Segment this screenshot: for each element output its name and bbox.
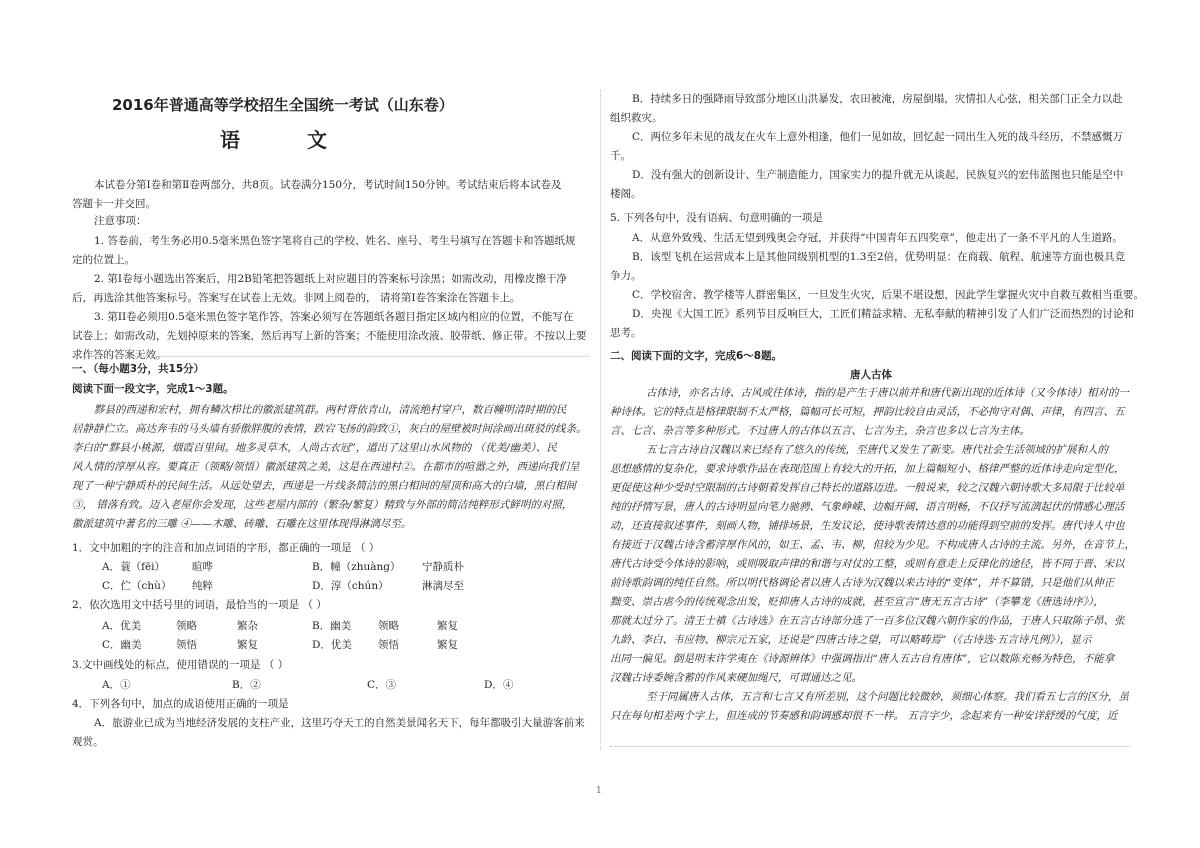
section-two-heading: 二、阅读下面的文字，完成6～8题。 xyxy=(610,350,783,362)
text-line: 李白的“黟县小桃源，烟霞百里间。地多灵草木，人尚古衣冠”，道出了这里山水风物的 （优美/幽美）、民 xyxy=(72,442,557,454)
text-line: 古体诗，亦名古诗、古风或往体诗，指的是产生于唐以前并和唐代新出现的近体诗（又今体诗）相对的一 xyxy=(646,387,1129,399)
text-line: C．学校宿舍、教学楼等人群密集区，一旦发生火灾，后果不堪设想，因此学生掌握火灾中自救互救相当重要。 xyxy=(632,289,1145,301)
text-line: 思想感情的复杂化，要求诗歌作品在表现范围上有较大的开拓，加上篇幅短小、格律严整的近体诗走向定型化， xyxy=(610,463,1125,475)
question-4: 4．下列各句中，加点的成语使用正确的一项是 xyxy=(72,698,289,710)
text-line: 更促使这种少受时空限制的古诗朝着发挥自己特长的道路迈进。一般说来，较之汉魏六朝诗歌大多局限于比较单 xyxy=(610,482,1125,494)
text-line: 黜变、崇古虐今的传统观念出发，贬抑唐人古诗的成就，甚至宣言“唐无五言古诗”（李攀龙《唐选诗序》）， xyxy=(610,596,1104,608)
option-text: A．① xyxy=(102,679,131,691)
text-line: 九龄、李白、韦应物、柳宗元五家，还说是“四唐古诗之望，可以略畴焉”（《古诗选·五言诗凡例》），显示 xyxy=(610,634,1092,646)
option-text: B．② xyxy=(232,679,261,691)
divider-bottom xyxy=(610,746,1130,747)
text-line: 风人情的淳厚从容。要真正（领略/领悟）徽派建筑之美，这是在西递村②。在都市的喧嚣之外，西递向我们呈 xyxy=(72,461,580,473)
text-line: 种诗体。它的特点是格律限制不太严格，篇幅可长可短，押韵比较自由灵活，不必拘守对偶、声律，有四言、五 xyxy=(610,406,1125,418)
exam-title: 2016年普通高等学校招生全国统一考试（山东卷） xyxy=(112,96,454,114)
option-text: 繁杂 xyxy=(237,620,258,632)
text-line: 动，还直接叙述事件，刻画人物，铺排场景，生发议论，使诗歌表情达意的功能得到空前的发挥。唐代诗人中也 xyxy=(610,520,1125,532)
text-line: 千。 xyxy=(610,150,631,162)
text-line: 3. 第II卷必须用0.5毫米黑色签字笔作答，答案必须写在答题纸各题目指定区域内相应的位置，不能写在 xyxy=(94,311,574,323)
option-text: D．④ xyxy=(484,679,514,691)
reading-instruction-1: 阅读下面一段文字，完成1～3题。 xyxy=(72,383,234,395)
question-1: 1．文中加粗的字的注音和加点词语的字形，都正确的一项是 （ ） xyxy=(72,542,380,554)
text-line: 居静静伫立。高达奔韦的马头墙有骄傲胖腹的表情，跌宕飞扬的韵致①，灰白的屋壁被时间涂画出斑驳的线条。 xyxy=(72,423,587,435)
option-text: C．③ xyxy=(367,679,397,691)
option-text: A．优美 xyxy=(102,620,142,632)
option-text: D．淳（chún） xyxy=(312,580,389,592)
text-line: 组织救灾。 xyxy=(610,112,663,124)
option-text: C．幽美 xyxy=(102,639,142,651)
text-line: 五七言古诗自汉魏以来已经有了悠久的传统，至唐代又发生了新变。唐代社会生活领域的扩展和人的 xyxy=(646,444,1108,456)
text-line: 争力。 xyxy=(610,270,642,282)
text-line: 有接近于汉魏古诗含蓄淳厚作风的，如王、孟、韦、柳，但较为少见。不构成唐人古诗的主流。另外，在音节上， xyxy=(610,539,1135,551)
text-line: B．该型飞机在运营成本上是其他同级别机型的1.3至2倍，优势明显：在商载、航程、航速等方面也极具竞 xyxy=(632,251,1126,263)
option-text: D．优美 xyxy=(312,639,352,651)
option-text: 繁复 xyxy=(437,620,458,632)
option-text: 繁复 xyxy=(437,639,458,651)
text-line: 试卷上；如需改动，先划掉原来的答案，然后再写上新的答案；不能使用涂改液、胶带纸、修正带。不按以上要 xyxy=(72,330,587,342)
option-text: B．幽美 xyxy=(312,620,352,632)
option-text: C．伫（chù） xyxy=(102,580,172,592)
text-line: 至于同属唐人古体，五言和七言又有所差别，这个问题比较微妙，须细心体察。我们看五七言的区分，虽 xyxy=(646,691,1129,703)
option-text: 纯粹 xyxy=(192,580,213,592)
option-text: 宁静质朴 xyxy=(422,561,464,573)
text-line: 观赏。 xyxy=(72,736,104,748)
text-line: 出同一偏见。倒是明末许学夷在《诗源辨体》中强调指出“唐人五古自有唐体”，它以数陈充畅为特色，不能拿 xyxy=(610,653,1115,665)
text-line: 1. 答卷前，考生务必用0.5毫米黑色签字笔将自己的学校、姓名、座号、考生号填写在答题卡和答题纸规 xyxy=(94,235,576,247)
text-line: 求作答的答案无效。 xyxy=(72,349,167,361)
option-text: A．蓑（fēi） xyxy=(102,561,166,573)
text-line: B．持续多日的强降雨导致部分地区山洪暴发，农田被淹，房屋倒塌，灾情扣人心弦，相关部门正全力以赴 xyxy=(632,93,1123,105)
option-text: 淋漓尽至 xyxy=(422,580,464,592)
text-line: 答题卡一并交回。 xyxy=(72,198,156,210)
text-line: 汉魏古诗委婉含蓄的作风来硬加绳尺，可谓通达之见。 xyxy=(610,672,862,684)
option-text: 暄哗 xyxy=(192,561,213,573)
text-line: 2. 第Ⅰ卷每小题选出答案后，用2B铅笔把答题纸上对应题目的答案标号涂黑；如需改动，用橡皮擦干净 xyxy=(94,273,567,285)
subject-title: 语 文 xyxy=(220,128,357,152)
option-text: 领略 xyxy=(378,620,399,632)
question-3: 3.文中画线处的标点，使用错误的一项是 （ ） xyxy=(72,659,289,671)
text-line: 言、七言、杂言等多种形式。不过唐人的古体以五言、七言为主，杂言也多以七言为主体。 xyxy=(610,425,1030,437)
divider xyxy=(72,356,588,357)
text-line: 黟县的西递和宏村，拥有鳞次栉比的徽派建筑群。两村背依青山，清流绝村穿户，数百幢明清时期的民 xyxy=(94,404,567,416)
text-line: 那就太过分了。清王士禛《古诗选》在五言古诗部分选了一百多位汉魏六朝作家的作品，于唐人只取陈子昂、张 xyxy=(610,615,1125,627)
text-line: D．央视《大国工匠》系列节目反响巨大，工匠们精益求精、无私奉献的精神引发了人们广泛而热烈的讨论和 xyxy=(632,308,1134,320)
article-title: 唐人古体 xyxy=(850,369,892,381)
question-2: 2．依次选用文中括号里的词语，最恰当的一项是 （ ） xyxy=(72,599,327,611)
option-text: B．幢（zhuàng） xyxy=(312,561,401,573)
text-line: ③， 错落有致。迈入老屋你会发现，这些老屋内部的（繁杂/繁复）精致与外部的简洁纯粹形式鲜明的对照， xyxy=(72,499,573,511)
text-line: 楼阁。 xyxy=(610,188,642,200)
text-line: 现了一种宁静质朴的民间生活。从远处望去，西递是一片线条简洁的黑白相间的屋顶和高大的白墙，黑白相间 xyxy=(72,480,576,492)
question-5: 5. 下列各句中，没有语病、句意明确的一项是 xyxy=(610,212,823,224)
text-line: 本试卷分第Ⅰ卷和第Ⅱ卷两部分，共8页。试卷满分150分，考试时间150分钟。考试结束后将本试卷及 xyxy=(94,179,562,191)
option-text: 繁复 xyxy=(237,639,258,651)
text-line: 定的位置上。 xyxy=(72,254,135,266)
text-line: 后，再选涂其他答案标号。答案写在试卷上无效。非网上阅卷的， 请将第Ⅰ卷答案涂在答题卡上。 xyxy=(72,292,521,304)
option-text: 领悟 xyxy=(378,639,399,651)
text-line: A．从意外致残、生活无望到残奥会夺冠，并获得“中国青年五四奖章”，他走出了一条不平凡的人生道路。 xyxy=(632,232,1123,244)
option-text: 领略 xyxy=(176,620,197,632)
text-line: 纯的抒情写景，唐人的古诗明显向笔力驰骋、气象峥嵘、边幅开阔、语言明畅，不仅抒写流漓起伏的情感心理活 xyxy=(610,501,1125,513)
text-line: 唐代古诗受今体诗的影响，或则吸取声律的和谐与对仗的工整，或则有意走上反律化的途径，皆不同于晋、宋以 xyxy=(610,558,1125,570)
text-line: 前诗歌韵调的纯任自然。所以明代格调论者以唐人古诗为汉魏以来古诗的“变体”，并不算错，只是他们从伸正 xyxy=(610,577,1115,589)
text-line: A．旅游业已成为当地经济发展的支柱产业，这里巧夺天工的自然美景闻名天下，每年都吸引大量游客前来 xyxy=(94,717,585,729)
option-text: 领悟 xyxy=(176,639,197,651)
text-line: D．没有强大的创新设计、生产制造能力，国家实力的提升就无从谈起，民族复兴的宏伟蓝图也只能是空中 xyxy=(632,169,1124,181)
column-divider xyxy=(600,90,601,750)
text-line: C．两位多年未见的战友在火车上意外相逢，他们一见如故，回忆起一同出生入死的战斗经历，不禁感慨万 xyxy=(632,131,1124,143)
text-line: 思考。 xyxy=(610,327,642,339)
page-number: 1 xyxy=(596,786,602,796)
text-line: 徽派建筑中著名的三雕 ④——木雕、砖雕、石雕在这里体现得淋漓尽至。 xyxy=(72,518,412,530)
text-line: 只在每句相差两个字上，但连成的节奏感和韵调感却很不一样。 五言字少，念起来有一种安详舒缓的气度，近 xyxy=(610,710,1118,722)
section-one-heading: 一、（每小题3分，共15分） xyxy=(72,363,205,375)
notes-heading: 注意事项： xyxy=(94,215,147,227)
